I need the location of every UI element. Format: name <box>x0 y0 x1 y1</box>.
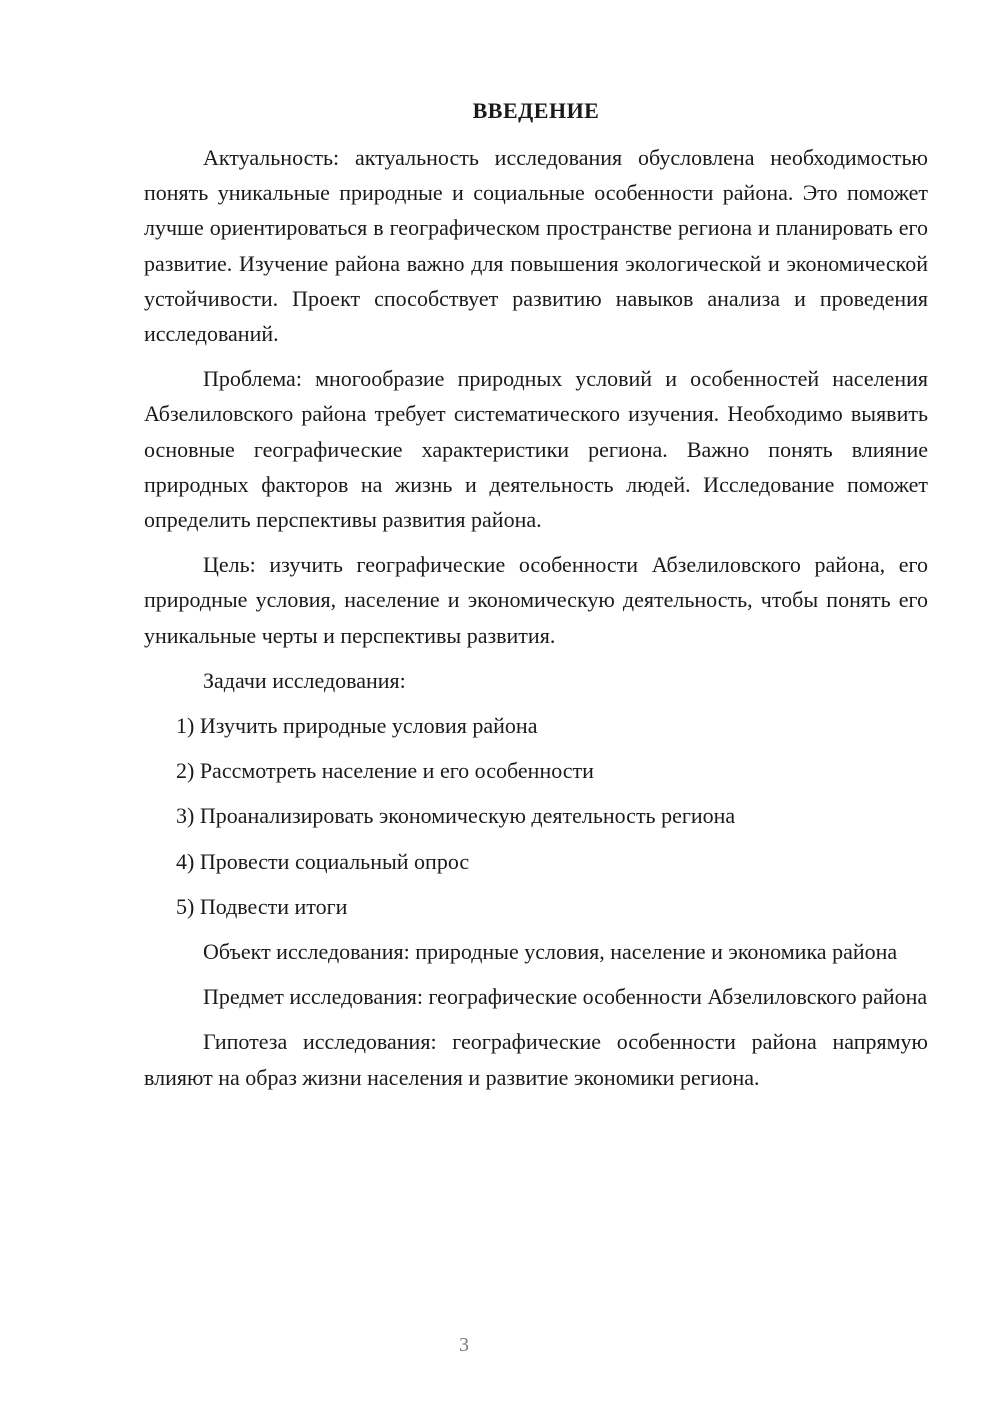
tasks-heading: Задачи исследования: <box>203 667 406 693</box>
task-item: 5) Подвести итоги <box>176 893 348 919</box>
task-item: 1) Изучить природные условия района <box>176 713 538 739</box>
object-paragraph: Объект исследования: природные условия, население и экономика района <box>203 939 898 965</box>
subject-paragraph: Предмет исследования: географические особенности Абзелиловского района <box>203 984 928 1010</box>
document-body <box>144 93 928 1105</box>
relevance-paragraph: Актуальность: актуальность исследования обусловлена необходимостью понять уникальные природные и социальные особенности района. Это поможет лучше ориентироваться в географическом пространстве региона и планировать его развитие. Изучение района важно для повышения экологической и экономической устойчивости. Проект способствует развитию навыков анализа и проведения исследований. <box>144 145 928 347</box>
page-title: ВВЕДЕНИЕ <box>472 98 600 123</box>
problem-paragraph: Проблема: многообразие природных условий и особенностей населения Абзелиловского района требует систематического изучения. Необходимо выявить основные географические характеристики региона. Важно понять влияние природных факторов на жизнь и деятельность людей. Исследование поможет определить перспективы развития района. <box>144 366 928 533</box>
task-item: 4) Провести социальный опрос <box>176 848 470 874</box>
hypothesis-paragraph: Гипотеза исследования: географические особенности района напрямую влияют на образ жизни населения и развитие экономики региона. <box>144 1029 928 1090</box>
tasks-list <box>144 708 928 924</box>
goal-paragraph: Цель: изучить географические особенности Абзелиловского района, его природные условия, население и экономическую деятельность, чтобы понять его уникальные черты и перспективы развития. <box>144 552 928 648</box>
task-item: 3) Проанализировать экономическую деятельность региона <box>176 803 736 829</box>
page-number: 3 <box>459 1334 469 1356</box>
task-item: 2) Рассмотреть население и его особенности <box>176 758 594 784</box>
